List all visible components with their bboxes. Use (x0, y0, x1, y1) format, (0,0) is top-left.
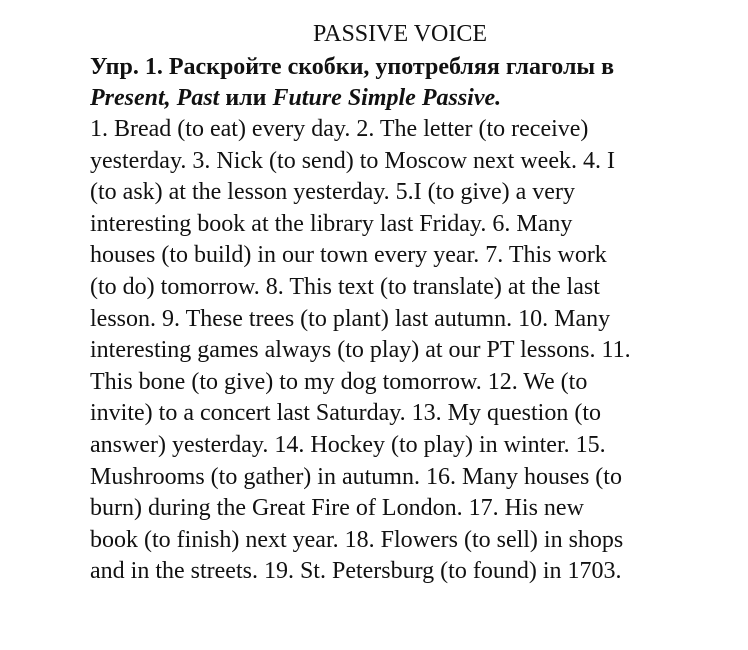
heading-text-or: или (219, 85, 273, 111)
text-line: Mushrooms (to gather) in autumn. 16. Many houses (to (90, 463, 622, 490)
text-line: This bone (to give) to my dog tomorrow. 12. We (to (90, 368, 588, 395)
exercise-heading (90, 52, 690, 114)
exercise-text (90, 114, 690, 588)
heading-tense-future: Future Simple Passive. (272, 85, 502, 111)
heading-text-1: Упр. 1. Раскройте скобки, употребляя глаголы в (90, 54, 615, 80)
text-line: (to ask) at the lesson yesterday. 5.I (to give) a very (90, 179, 575, 206)
page-title: PASSIVE VOICE (312, 21, 488, 47)
text-line: lesson. 9. These trees (to plant) last autumn. 10. Many (90, 305, 611, 332)
text-line: and in the streets. 19. St. Petersburg (to found) in 1703. (90, 558, 622, 585)
text-line: (to do) tomorrow. 8. This text (to translate) at the last (90, 273, 600, 300)
text-line: book (to finish) next year. 18. Flowers (to sell) in shops (90, 526, 624, 553)
text-line: 1. Bread (to eat) every day. 2. The letter (to receive) (90, 116, 589, 142)
text-line: yesterday. 3. Nick (to send) to Moscow next week. 4. I (90, 147, 615, 174)
heading-tense-present-past: Present, Past (90, 85, 220, 111)
text-line: burn) during the Great Fire of London. 17. His new (90, 495, 584, 522)
text-line: answer) yesterday. 14. Hockey (to play) in winter. 15. (90, 431, 606, 458)
exercise-page (90, 18, 690, 588)
text-line: interesting book at the library last Friday. 6. Many (90, 210, 573, 237)
text-line: invite) to a concert last Saturday. 13. My question (to (90, 400, 601, 427)
text-line: interesting games always (to play) at our PT lessons. 11. (90, 337, 631, 364)
text-line: houses (to build) in our town every year. 7. This work (90, 242, 607, 269)
